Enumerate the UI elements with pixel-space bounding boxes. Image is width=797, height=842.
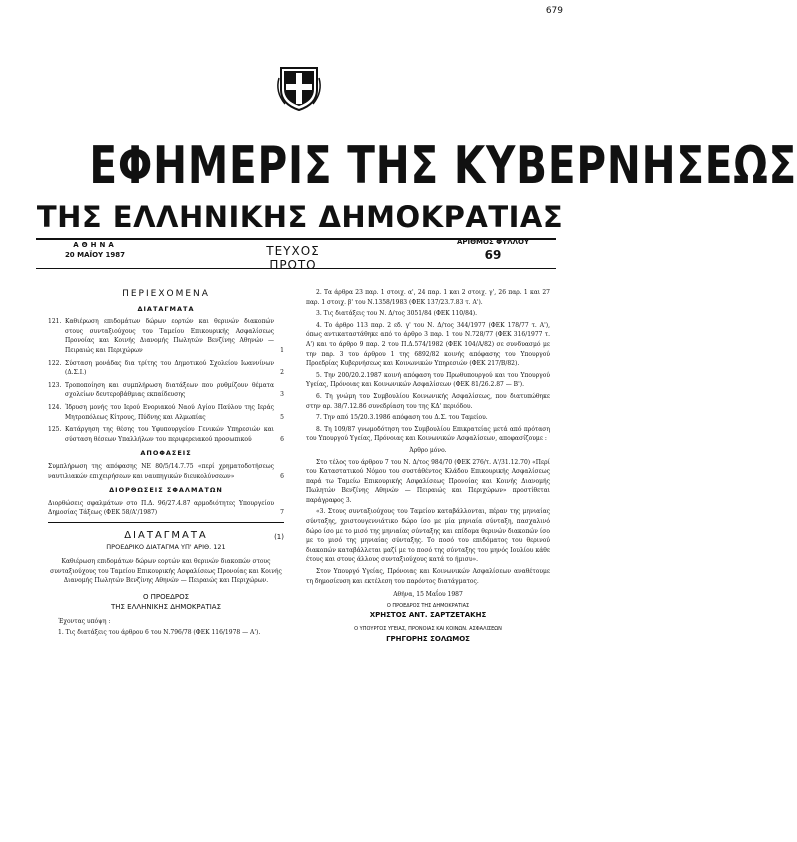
decree-paragraph: 6. Τη γνώμη του Συμβουλίου Κοινωνικής Ασφαλίσεως, που διατυπώθηκε στην αρ. 38/7.12.86 συνεδρίαση του της ΚΔ' περιόδου.	[306, 392, 550, 410]
minister-name: ΓΡΗΓΟΡΗΣ ΣΟΛΩΜΟΣ	[386, 634, 470, 643]
president-name: ΧΡΗΣΤΟΣ ΑΝΤ. ΣΑΡΤΖΕΤΑΚΗΣ	[369, 611, 487, 620]
left-column	[48, 288, 284, 640]
decision-item-page: 6	[280, 472, 284, 480]
toc-item-page: 6	[280, 435, 284, 443]
issue-date: 20 ΜΑΪΟΥ 1987	[64, 251, 126, 259]
toc-item-number: 123.	[48, 381, 62, 389]
toc-item-page: 5	[280, 413, 284, 421]
decree-paragraph: 2. Τα άρθρα 23 παρ. 1 στοιχ. α', 24 παρ. 1 και 2 στοιχ. γ', 26 παρ. 1 και 27 παρ. 1 στοιχ. β' του Ν.1358/1983 (ΦΕΚ 137/23.7.83 τ. Α').	[306, 289, 550, 306]
toc-item-page: 3	[280, 391, 284, 399]
president-line-1: Ο ΠΡΟΕΔΡΟΣ	[142, 592, 190, 601]
toc-item-text: Σύσταση μονάδας δια τρίτης του Δημοτικού Σχολείου Ιωαννίνων (Δ.Σ.Ι.)	[65, 359, 274, 377]
section-divider	[48, 522, 284, 523]
toc-item-text: Τροποποίηση και συμπλήρωση διατάξεων που ρυθμίζουν θέματα σχολείων δευτεροβάθμιας εκπαίδευσης	[65, 381, 274, 399]
toc-item-text: Κατάργηση της θέσης του Υφυπουργείου Γενικών Υπηρεσιών και σύσταση θέσεων Υπαλλήλων του περιφερειακού προσωπικού	[65, 426, 274, 443]
decree-paragraph: 1. Τις διατάξεις του άρθρου 6 του Ν.796/78 (ΦΕΚ 116/1978 — Α').	[58, 629, 261, 637]
toc-item	[48, 403, 284, 422]
contents-title: ΠΕΡΙΕΧΟΜΕΝΑ	[122, 289, 210, 299]
decree-reference: (1)	[274, 533, 284, 542]
issue-part: ΤΕΥΧΟΣ ΠΡΩΤΟ	[266, 244, 320, 272]
decision-item-text: Συμπλήρωση της απόφασης ΝΕ 80/5/14.7.75 «περί χρηματοδοτήσεως ναυτιλιακών επιχειρήσεων και ναυπηγικών διευκολύνσεων»	[48, 462, 274, 480]
decree-paragraph: 7. Την από 15/20.3.1986 απόφαση του Δ.Σ. του Ταμείου.	[316, 414, 488, 422]
toc-item-page: 2	[280, 369, 284, 377]
gazette-subtitle: ΤΗΣ ΕΛΛΗΝΙΚΗΣ ΔΗΜΟΚΡΑΤΙΑΣ	[36, 200, 564, 234]
sheet-number: 69	[484, 248, 502, 262]
contents-decrees-heading: ΔΙΑΤΑΓΜΑΤΑ	[137, 304, 195, 313]
decision-item	[48, 462, 284, 481]
correction-item-page: 7	[280, 509, 284, 517]
toc-item	[48, 425, 284, 444]
toc-item-number: 125.	[48, 426, 62, 434]
place-date: Αθήνα, 15 Μαΐου 1987	[393, 591, 463, 599]
toc-item	[48, 381, 284, 400]
toc-item-number: 124.	[48, 403, 62, 411]
decree-paragraph: 8. Τη 109/87 γνωμοδότηση του Συμβουλίου Επικρατείας μετά από πρόταση του Υπουργού Υγείας, Πρόνοιας και Κοινωνικών Ασφαλίσεων, αποφασίζουμε :	[306, 425, 550, 443]
issue-city: ΑΘΗΝΑ	[73, 241, 117, 249]
sheet-number-label: ΑΡΙΘΜΟΣ ΦΥΛΛΟΥ	[456, 238, 530, 246]
header-bottom-rule	[36, 268, 556, 269]
decree-paragraph: 3. Τις διατάξεις του Ν. Δ/τος 3051/84 (ΦΕΚ 110/84).	[316, 310, 477, 318]
decree-subject: Καθιέρωση επιδομάτων δώρων εορτών και θερινών διακοπών στους συνταξιούχους του Ταμείου Επικουρικής Ασφαλίσεως Προνοίας και Κοινής Διανομής Πωλητών Βενζίνης Αθηνών — Πειραιώς και Περιχώρων.	[50, 558, 282, 585]
page-number: 679	[545, 6, 563, 16]
article-heading: Άρθρο μόνο.	[409, 446, 447, 454]
president-heading	[48, 592, 284, 612]
toc-item-number: 121.	[48, 318, 62, 326]
toc-item	[48, 317, 284, 355]
contents-decisions-heading: ΑΠΟΦΑΣΕΙΣ	[140, 449, 192, 458]
toc-item-text: Καθιέρωση επιδομάτων δώρων εορτών και θερινών διακοπών στους συνταξιούχους του Ταμείου Επικουρικής Ασφαλίσεως Προνοίας και Κοινής Διανομής Πωλητών Βενζίνης Αθηνών — Πειραιώς και Περιχώρων	[65, 318, 274, 354]
toc-item	[48, 359, 284, 378]
having-regard: Έχοντας υπόψη :	[58, 617, 111, 625]
president-line-2: ΤΗΣ ΕΛΛΗΝΙΚΗΣ ΔΗΜΟΚΡΑΤΙΑΣ	[110, 602, 221, 611]
president-title: Ο ΠΡΟΕΔΡΟΣ ΤΗΣ ΔΗΜΟΚΡΑΤΙΑΣ	[386, 602, 470, 609]
issue-date-block	[40, 240, 150, 260]
correction-item-text: Διορθώσεις σφαλμάτων στο Π.Δ. 96/27.4.87 αρμοδιότητες Υπουργείου Δημοσίας Τάξεως (ΦΕΚ 58/Α'/1987)	[48, 499, 274, 517]
contents-corrections-heading: ΔΙΟΡΘΩΣΕΙΣ ΣΦΑΛΜΑΤΩΝ	[109, 486, 223, 495]
decree-paragraph: 4. Το άρθρο 113 παρ. 2 εδ. γ' του Ν. Δ/τος 344/1977 (ΦΕΚ 178/77 τ. Α'), όπως αντικαταστάθηκε από το άρθρο 3 παρ. 1 του Ν.728/77 (ΦΕΚ 316/1977 τ. Α') και το άρθρο 9 παρ. 2 του Π.Δ.574/1982 (ΦΕΚ 104/Α/82) σε συνδυασμό με την παρ. 3 του άρθρου 1 της 6892/82 κοινής απόφασης του Υπουργού Προεδρίας Κυβερνήσεως και Κοινωνικών Υπηρεσιών (ΦΕΚ 217/Β/82).	[306, 321, 550, 368]
toc-item-text: Ίδρυση μονής του Ιερού Ενοριακού Ναού Αγίου Παύλου της Ιεράς Μητροπόλεως Κίτρους, Πύδνης και Αλμωπίας	[65, 403, 274, 421]
greek-coat-of-arms-emblem	[277, 64, 321, 112]
toc-item-page: 1	[280, 346, 284, 354]
article-paragraph: Στο τέλος του άρθρου 7 του Ν. Δ/τος 984/70 (ΦΕΚ 276/τ. Α'/31.12.70) «Περί του Καταστατικού Νόμου του συστάθέντος Κλάδου Επικουρικής Ασφαλίσεως παρά τω Ταμείω Επικουρικής Ασφαλίσεως Προνοίας και Κοινής Διανομής Πωλητών Βενζίνης Αθηνών — Πειραιώς και Περιχώρων» προστίθεται παράγραφος 3.	[306, 458, 550, 504]
toc-item-number: 122.	[48, 359, 62, 367]
article-paragraph: «3. Στους συνταξιούχους του Ταμείου καταβάλλονται, πέραν της μηνιαίας σύνταξης, χριστουγεννιάτικο δώρο ίσο με μία μηνιαία σύνταξη, πασχαλινό δώρο ίσο με το μισό της μηνιαίας σύνταξης και επίδομα θερινών διακοπών ίσο με το μισό της μηνιαίας σύνταξης. Το ποσό του επιδόματος του θερινού διακοπών καταβάλλεται μαζί με το ποσό της σύνταξης του μηνός Ιουλίου κάθε έτους και στους άλλους συνταξιούχους κατά το ήμισυ».	[306, 508, 550, 564]
correction-item	[48, 499, 284, 518]
decrees-title: ΔΙΑΤΑΓΜΑΤΑ	[124, 529, 208, 541]
gazette-title: ΕΦΗΜΕΡΙΣ ΤΗΣ ΚΥΒΕΡΝΗΣΕΩΣ	[89, 136, 797, 196]
decree-label: ΠΡΟΕΔΡΙΚΟ ΔΙΑΤΑΓΜΑ ΥΠ' ΑΡΙΘ. 121	[106, 543, 226, 552]
sheet-number-block	[438, 238, 548, 263]
right-column	[306, 288, 550, 644]
decree-paragraph: 5. Την 200/20.2.1987 κοινή απόφαση του Πρωθυπουργού και του Υπουργού Υγείας, Πρόνοιας και Κοινωνικών Ασφαλίσεων (ΦΕΚ 81/26.2.87 — Β').	[306, 371, 550, 389]
minister-title: Ο ΥΠΟΥΡΓΟΣ ΥΓΕΙΑΣ, ΠΡΟΝΟΙΑΣ ΚΑΙ ΚΟΙΝΩΝ. ΑΣΦΑΛΙΣΕΩΝ	[354, 626, 502, 632]
article-paragraph: Στον Υπουργό Υγείας, Πρόνοιας και Κοινωνικών Ασφαλίσεων αναθέτουμε τη δημοσίευση και εκτέλεση του παρόντος διατάγματος.	[306, 568, 550, 585]
